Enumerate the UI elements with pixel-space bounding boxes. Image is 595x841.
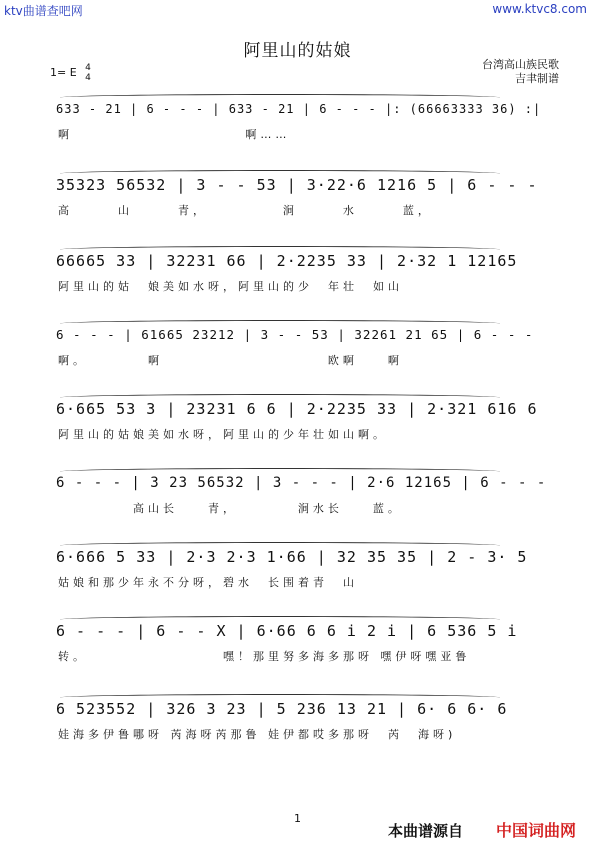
origin-genre: 台湾高山族民歌 (482, 58, 559, 71)
lyric-row: 姑娘和那少年永不分呀，碧水 长围着青 山 (58, 576, 358, 589)
site-name-left: ktv曲谱查吧网 (4, 4, 83, 18)
notation-row: 6 - - - | 3 23 56532 | 3 - - - | 2·6 12165 | 6 - - - (56, 475, 547, 491)
page-number: 1 (294, 812, 301, 825)
notation-row: 35323 56532 | 3 - - 53 | 3·22·6 1216 5 | 6 - - - (56, 176, 538, 194)
slur-mark (60, 616, 500, 623)
slur-mark (60, 94, 500, 101)
notation-row: 66665 33 | 32231 66 | 2·2235 33 | 2·32 1 12165 (56, 252, 518, 270)
lyric-row: 啊 啊…… (58, 128, 291, 141)
source-brand: 中国词曲网 (496, 821, 577, 840)
lyric-row: 阿里山的姑娘美如水呀，阿里山的少年壮如山啊。 (58, 428, 388, 441)
song-title: 阿里山的姑娘 (243, 41, 352, 61)
origin-transcriber: 吉聿制谱 (515, 72, 559, 85)
song-origin (482, 58, 559, 86)
notation-row: 6·666 5 33 | 2·3 2·3 1·66 | 32 35 35 | 2 - 3· 5 (56, 548, 528, 566)
notation-row: 633 - 21 | 6 - - - | 633 - 21 | 6 - - - |: (66663333 36) :| (56, 102, 542, 116)
time-signature-top: 4 (85, 63, 91, 73)
time-signature-bottom: 4 (85, 73, 91, 83)
site-url-right: www.ktvc8.com (492, 2, 587, 16)
key-signature: 1= E (50, 66, 77, 79)
slur-mark (60, 246, 500, 253)
slur-mark (60, 394, 500, 401)
lyric-row: 娃海多伊鲁哪呀 芮海呀芮那鲁 娃伊都哎多那呀 芮 海呀) (58, 728, 457, 741)
source-label: 本曲谱源自 (388, 822, 464, 840)
notation-row: 6 - - - | 6 - - X | 6·66 6 6 i 2 i | 6 536 5 i (56, 622, 518, 640)
slur-mark (60, 542, 500, 549)
lyric-row: 转。 嘿！那里努多海多那呀 嘿伊呀嘿亚鲁 (58, 650, 471, 663)
lyric-row: 啊。 啊 欧啊 啊 (58, 354, 403, 367)
slur-mark (60, 694, 500, 701)
notation-row: 6 523552 | 326 3 23 | 5 236 13 21 | 6· 6 6· 6 (56, 700, 508, 718)
slur-mark (60, 170, 500, 177)
notation-row: 6·665 53 3 | 23231 6 6 | 2·2235 33 | 2·321 616 6 (56, 400, 538, 418)
lyric-row: 高 山 青， 涧 水 蓝， (58, 204, 433, 217)
slur-mark (60, 320, 500, 327)
lyric-row: 阿里山的姑 娘美如水呀，阿里山的少 年壮 如山 (58, 280, 403, 293)
lyric-row: 高山长 青， 涧水长 蓝。 (58, 502, 403, 515)
notation-row: 6 - - - | 61665 23212 | 3 - - 53 | 32261 21 65 | 6 - - - (56, 327, 534, 342)
slur-mark (60, 468, 500, 475)
